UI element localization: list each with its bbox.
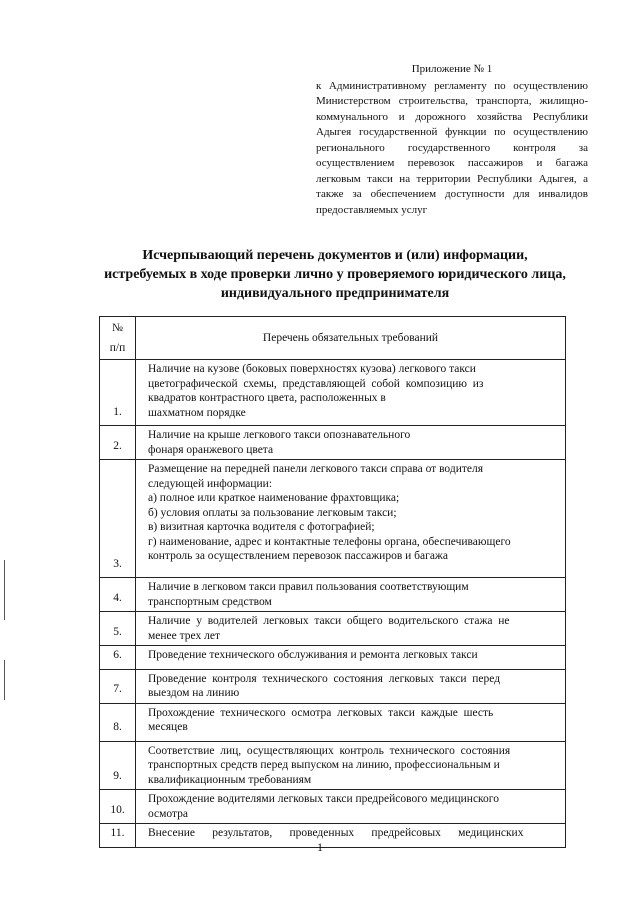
row-requirement bbox=[136, 703, 566, 741]
row-requirement bbox=[136, 360, 566, 426]
requirement-line: Соответствие лиц, осуществляющих контроль технического состояния bbox=[148, 744, 511, 757]
appendix-line: к Административному регламенту по осуществлению bbox=[316, 79, 588, 92]
row-number: 9. bbox=[100, 741, 136, 790]
requirement-line: б) условия оплаты за пользование легковым такси; bbox=[148, 506, 397, 519]
title-line: Исчерпывающий перечень документов и (или) информации, bbox=[142, 248, 528, 263]
row-requirement bbox=[136, 646, 566, 670]
row-number: 4. bbox=[100, 578, 136, 612]
appendix-line: также за обеспечением доступности для инвалидов bbox=[316, 188, 588, 200]
appendix-line: предоставляемых услуг bbox=[316, 203, 428, 216]
header-number: № п/п bbox=[100, 317, 136, 360]
requirement-line: Наличие на кузове (боковых поверхностях кузова) легкового такси bbox=[148, 363, 476, 375]
title-line: истребуемых в ходе проверки лично у проверяемого юридического лица, bbox=[104, 267, 566, 282]
requirement-line: Размещение на передней панели легкового такси справа от водителя bbox=[148, 463, 484, 475]
appendix-title: Приложение № 1 bbox=[411, 63, 493, 75]
table-row bbox=[100, 741, 566, 790]
appendix-line: Министерством строительства, транспорта, жилищно- bbox=[316, 95, 588, 107]
document-title bbox=[70, 246, 600, 303]
table-row bbox=[100, 426, 566, 460]
requirement-line: Прохождение технического осмотра легковых такси каждые шесть bbox=[148, 706, 494, 719]
scan-edge-mark bbox=[4, 560, 5, 620]
requirement-line: Проведение технического обслуживания и ремонта легковых такси bbox=[148, 649, 478, 661]
scan-edge-mark bbox=[4, 660, 5, 700]
row-number: 8. bbox=[100, 703, 136, 741]
table-row bbox=[100, 578, 566, 612]
requirement-line: Проведение контроля технического состояния легковых такси перед bbox=[148, 672, 501, 685]
row-requirement bbox=[136, 669, 566, 703]
row-number: 11. bbox=[100, 824, 136, 848]
requirement-line: Внесение результатов, проведенных предрейсовых медицинских bbox=[148, 827, 524, 839]
title-line: индивидуального предпринимателя bbox=[220, 286, 450, 301]
table-row bbox=[100, 790, 566, 824]
table-row bbox=[100, 669, 566, 703]
requirement-line: фонаря оранжевого цвета bbox=[148, 443, 274, 456]
requirement-line: месяцев bbox=[148, 721, 188, 733]
row-requirement bbox=[136, 426, 566, 460]
appendix-block bbox=[316, 62, 588, 218]
appendix-line: осуществлением перевозок пассажиров и багажа bbox=[316, 157, 588, 169]
requirement-line: а) полное или краткое наименование фрахтовщика; bbox=[148, 492, 400, 504]
requirement-line: следующей информации: bbox=[148, 477, 273, 490]
requirements-table bbox=[99, 316, 566, 848]
row-number: 5. bbox=[100, 612, 136, 646]
requirement-line: осмотра bbox=[148, 807, 189, 820]
requirement-line: Прохождение водителями легковых такси предрейсового медицинского bbox=[148, 793, 499, 805]
requirement-line: транспортных средств перед выпуском на линию, профессиональным и bbox=[148, 759, 500, 771]
requirement-line: г) наименование, адрес и контактные телефоны органа, обеспечивающего bbox=[148, 535, 511, 548]
requirement-line: Наличие на крыше легкового такси опознавательного bbox=[148, 429, 411, 441]
row-requirement bbox=[136, 741, 566, 790]
table-row bbox=[100, 360, 566, 426]
table-row bbox=[100, 646, 566, 670]
page-number: 1 bbox=[317, 840, 323, 854]
appendix-line: регионального государственного контроля за bbox=[316, 141, 588, 154]
row-requirement bbox=[136, 790, 566, 824]
row-number: 1. bbox=[100, 360, 136, 426]
requirement-line: шахматном порядке bbox=[148, 406, 246, 419]
row-number: 3. bbox=[100, 460, 136, 578]
appendix-line: легковым такси на территории Республики Адыгея, а bbox=[316, 172, 588, 185]
table-header-row bbox=[100, 317, 566, 360]
header-requirements: Перечень обязательных требований bbox=[136, 317, 566, 360]
table-row bbox=[100, 703, 566, 741]
requirement-line: выездом на линию bbox=[148, 687, 240, 699]
table-row bbox=[100, 460, 566, 578]
appendix-text bbox=[316, 79, 588, 219]
requirement-line: Наличие у водителей легковых такси общего водительского стажа не bbox=[148, 615, 510, 627]
requirement-line: контроль за осуществлением перевозок пассажиров и багажа bbox=[148, 550, 448, 562]
row-number: 2. bbox=[100, 426, 136, 460]
requirement-line: квалификационным требованиям bbox=[148, 773, 312, 786]
requirement-line: менее трех лет bbox=[148, 629, 220, 642]
requirement-line: квадратов контрастного цвета, расположенных в bbox=[148, 392, 386, 404]
requirement-line: транспортным средством bbox=[148, 595, 272, 608]
appendix-line: коммунального и дорожного хозяйства Республики bbox=[316, 110, 588, 123]
row-requirement bbox=[136, 578, 566, 612]
row-number: 10. bbox=[100, 790, 136, 824]
requirement-line: Наличие в легковом такси правил пользования соответствующим bbox=[148, 581, 469, 593]
appendix-line: Адыгея государственной функции по осуществлению bbox=[316, 126, 588, 138]
row-number: 7. bbox=[100, 669, 136, 703]
row-number: 6. bbox=[100, 646, 136, 670]
requirement-line: цветографической схемы, представляющей собой композицию из bbox=[148, 377, 484, 390]
row-requirement bbox=[136, 460, 566, 578]
requirement-line: в) визитная карточка водителя с фотографией; bbox=[148, 521, 375, 533]
row-requirement bbox=[136, 612, 566, 646]
table-row bbox=[100, 612, 566, 646]
